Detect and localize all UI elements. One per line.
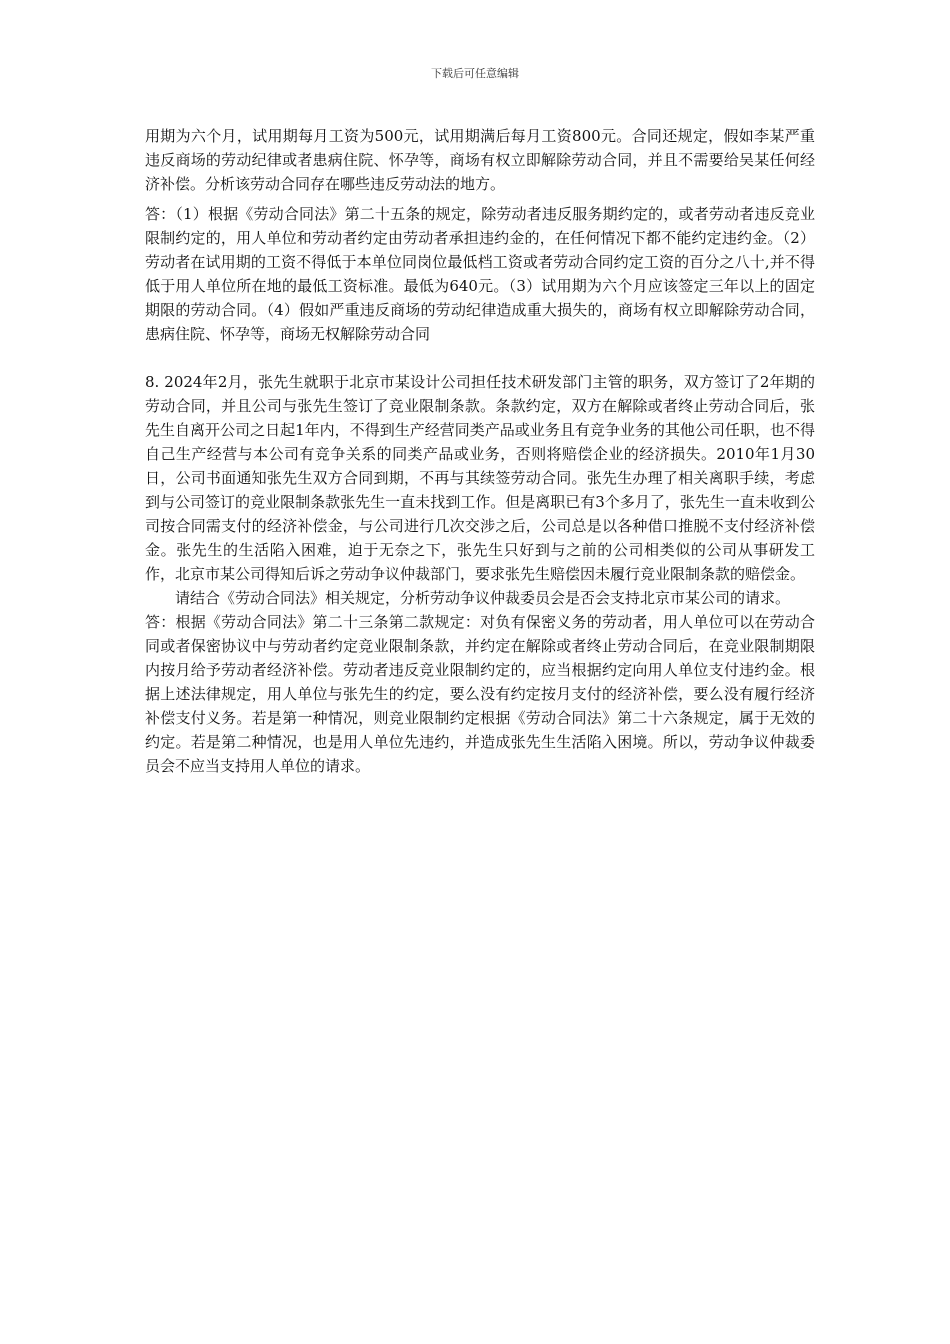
document-body — [145, 124, 815, 778]
paragraph-answer-8: 答：根据《劳动合同法》第二十三条第二款规定：对负有保密义务的劳动者，用人单位可以在劳动合同或者保密协议中与劳动者约定竞业限制条款，并约定在解除或者终止劳动合同后，在竞业限制期限内按月给予劳动者经济补偿。劳动者违反竞业限制约定的，应当根据约定向用人单位支付违约金。根据上述法律规定，用人单位与张先生的约定，要么没有约定按月支付的经济补偿，要么没有履行经济补偿支付义务。若是第一种情况，则竞业限制约定根据《劳动合同法》第二十六条规定，属于无效的约定。若是第二种情况，也是用人单位先违约，并造成张先生生活陷入困境。所以，劳动争议仲裁委员会不应当支持用人单位的请求。 — [145, 613, 815, 775]
paragraph-question-8-prompt: 请结合《劳动合同法》相关规定，分析劳动争议仲裁委员会是否会支持北京市某公司的请求。 — [175, 589, 791, 607]
paragraph-question-continued: 用期为六个月，试用期每月工资为500元，试用期满后每月工资800元。合同还规定，假如李某严重违反商场的劳动纪律或者患病住院、怀孕等，商场有权立即解除劳动合同，并且不需要给吴某任何经济补偿。分析该劳动合同存在哪些违反劳动法的地方。 — [145, 127, 815, 193]
paragraph-question-8: 8. 2024年2月，张先生就职于北京市某设计公司担任技术研发部门主管的职务，双方签订了2年期的劳动合同，并且公司与张先生签订了竞业限制条款。条款约定，双方在解除或者终止劳动合同后，张先生自离开公司之日起1年内，不得到生产经营同类产品或业务且有竞争业务的其他公司任职，也不得自己生产经营与本公司有竞争关系的同类产品或业务，否则将赔偿企业的经济损失。2010年1月30日，公司书面通知张先生双方合同到期，不再与其续签劳动合同。张先生办理了相关离职手续，考虑到与公司签订的竞业限制条款张先生一直未找到工作。但是离职已有3个多月了，张先生一直未收到公司按合同需支付的经济补偿金，与公司进行几次交涉之后，公司总是以各种借口推脱不支付经济补偿金。张先生的生活陷入困难，迫于无奈之下，张先生只好到与之前的公司相类似的公司从事研发工作，北京市某公司得知后诉之劳动争议仲裁部门，要求张先生赔偿因未履行竞业限制条款的赔偿金。 — [145, 373, 815, 583]
page-header: 下载后可任意编辑 — [431, 67, 519, 80]
paragraph-answer-7: 答：（1）根据《劳动合同法》第二十五条的规定，除劳动者违反服务期约定的，或者劳动者违反竞业限制约定的，用人单位和劳动者约定由劳动者承担违约金的，在任何情况下都不能约定违约金。（2）劳动者在试用期的工资不得低于本单位同岗位最低档工资或者劳动合同约定工资的百分之八十,并不得低于用人单位所在地的最低工资标准。最低为640元。（3）试用期为六个月应该签定三年以上的固定期限的劳动合同。（4）假如严重违反商场的劳动纪律造成重大损失的，商场有权立即解除劳动合同，患病住院、怀孕等，商场无权解除劳动合同 — [145, 205, 815, 343]
